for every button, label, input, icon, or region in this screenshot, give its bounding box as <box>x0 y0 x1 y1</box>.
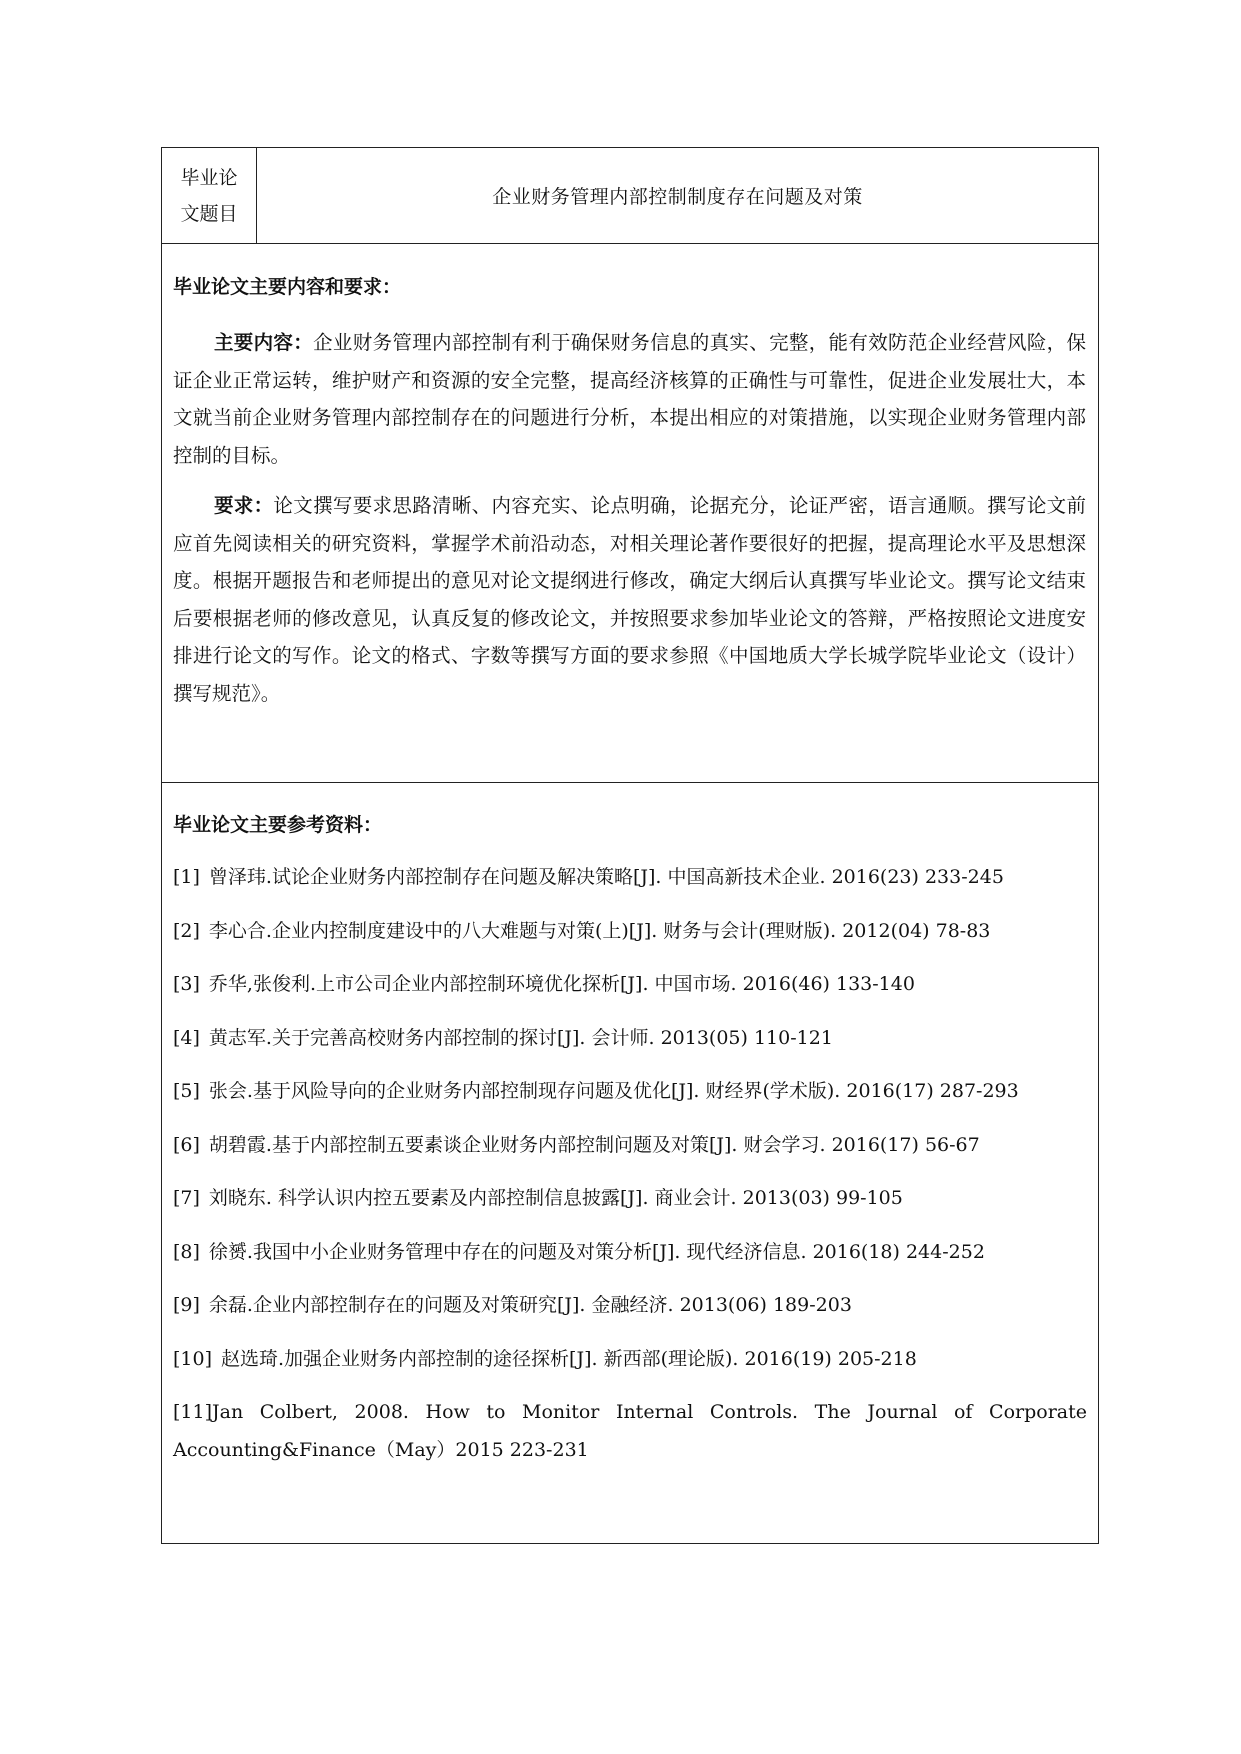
requirements-text: 论文撰写要求思路清晰、内容充实、论点明确，论据充分，论证严密，语言通顺。撰写论文前应首先阅读相关的研究资料，掌握学术前沿动态，对相关理论著作要很好的把握，提高理论水平及思想深度。根据开题报告和老师提出的意见对论文提纲进行修改，确定大纲后认真撰写毕业论文。撰写论文结束后要根据老师的修改意见，认真反复的修改论文，并按照要求参加毕业论文的答辩，严格按照论文进度安排进行论文的写作。论文的格式、字数等撰写方面的要求参照《中国地质大学长城学院毕业论文（设计）撰写规范》。 <box>173 494 1086 705</box>
reference-number: [4] <box>173 1026 200 1049</box>
reference-number: [10] <box>173 1347 213 1370</box>
reference-text: 曾泽玮.试论企业财务内部控制存在问题及解决策略[J]. 中国高新技术企业. 2016(23) 233-245 <box>208 866 1004 888</box>
reference-item <box>173 1341 1087 1379</box>
reference-number: [7] <box>173 1187 200 1209</box>
main-content-paragraph <box>173 324 1086 474</box>
reference-text: 乔华,张俊利.上市公司企业内部控制环境优化探析[J]. 中国市场. 2016(46) 133-140 <box>208 973 915 995</box>
reference-text: 黄志军.关于完善高校财务内部控制的探讨[J]. 会计师. 2013(05) 110-121 <box>208 1026 833 1049</box>
requirements-label: 要求： <box>213 494 274 517</box>
reference-list <box>173 859 1087 1469</box>
reference-item <box>173 1020 1087 1058</box>
reference-item <box>173 1180 1087 1218</box>
main-content-text: 企业财务管理内部控制有利于确保财务信息的真实、完整，能有效防范企业经营风险，保证企业正常运转，维护财产和资源的安全完整，提高经济核算的正确性与可靠性，促进企业发展壮大，本文就当前企业财务管理内部控制存在的问题进行分析，本提出相应的对策措施，以实现企业财务管理内部控制的目标。 <box>173 331 1086 467</box>
content-heading: 毕业论文主要内容和要求： <box>173 276 402 298</box>
reference-text: 刘晓东. 科学认识内控五要素及内部控制信息披露[J]. 商业会计. 2013(03) 99-105 <box>208 1187 903 1209</box>
reference-item-english: [11]Jan Colbert, 2008. How to Monitor Internal Controls. The Journal of Corporate Accounting&Finance（May）2015 223-231 <box>173 1401 1087 1461</box>
reference-item <box>173 966 1087 1004</box>
reference-item <box>173 913 1087 951</box>
reference-item <box>173 1127 1087 1165</box>
title-row <box>162 148 1099 244</box>
title-label-line2: 文题目 <box>180 202 238 225</box>
title-label-line1: 毕业论 <box>180 166 238 189</box>
reference-text: 张会.基于风险导向的企业财务内部控制现存问题及优化[J]. 财经界(学术版). 2016(17) 287-293 <box>208 1080 1019 1102</box>
reference-item <box>173 1287 1087 1325</box>
main-content-label: 主要内容： <box>213 331 314 354</box>
title-label-cell <box>162 148 257 244</box>
reference-number: [1] <box>173 866 200 888</box>
content-cell <box>162 244 1099 783</box>
references-heading: 毕业论文主要参考资料： <box>173 814 383 836</box>
thesis-title: 企业财务管理内部控制制度存在问题及对策 <box>257 148 1099 244</box>
reference-number: [8] <box>173 1240 200 1263</box>
reference-text: 胡碧霞.基于内部控制五要素谈企业财务内部控制问题及对策[J]. 财会学习. 2016(17) 56-67 <box>208 1133 980 1156</box>
reference-number: [3] <box>173 973 200 995</box>
reference-text: 李心合.企业内控制度建设中的八大难题与对策(上)[J]. 财务与会计(理财版). 2012(04) 78-83 <box>208 919 991 942</box>
reference-item <box>173 1073 1087 1111</box>
reference-text: 赵选琦.加强企业财务内部控制的途径探析[J]. 新西部(理论版). 2016(19) 205-218 <box>221 1347 917 1370</box>
reference-number: [9] <box>173 1294 200 1316</box>
reference-number: [2] <box>173 919 200 942</box>
content-row <box>162 244 1099 783</box>
reference-number: [6] <box>173 1133 200 1156</box>
references-row <box>162 783 1099 1544</box>
requirements-paragraph <box>173 487 1086 712</box>
reference-text: 徐赟.我国中小企业财务管理中存在的问题及对策分析[J]. 现代经济信息. 2016(18) 244-252 <box>208 1240 985 1263</box>
reference-number: [5] <box>173 1080 200 1102</box>
reference-item <box>173 859 1087 897</box>
references-cell <box>162 783 1099 1544</box>
reference-text: 余磊.企业内部控制存在的问题及对策研究[J]. 金融经济. 2013(06) 189-203 <box>208 1294 852 1316</box>
reference-item <box>173 1234 1087 1272</box>
thesis-task-form <box>161 147 1099 1544</box>
